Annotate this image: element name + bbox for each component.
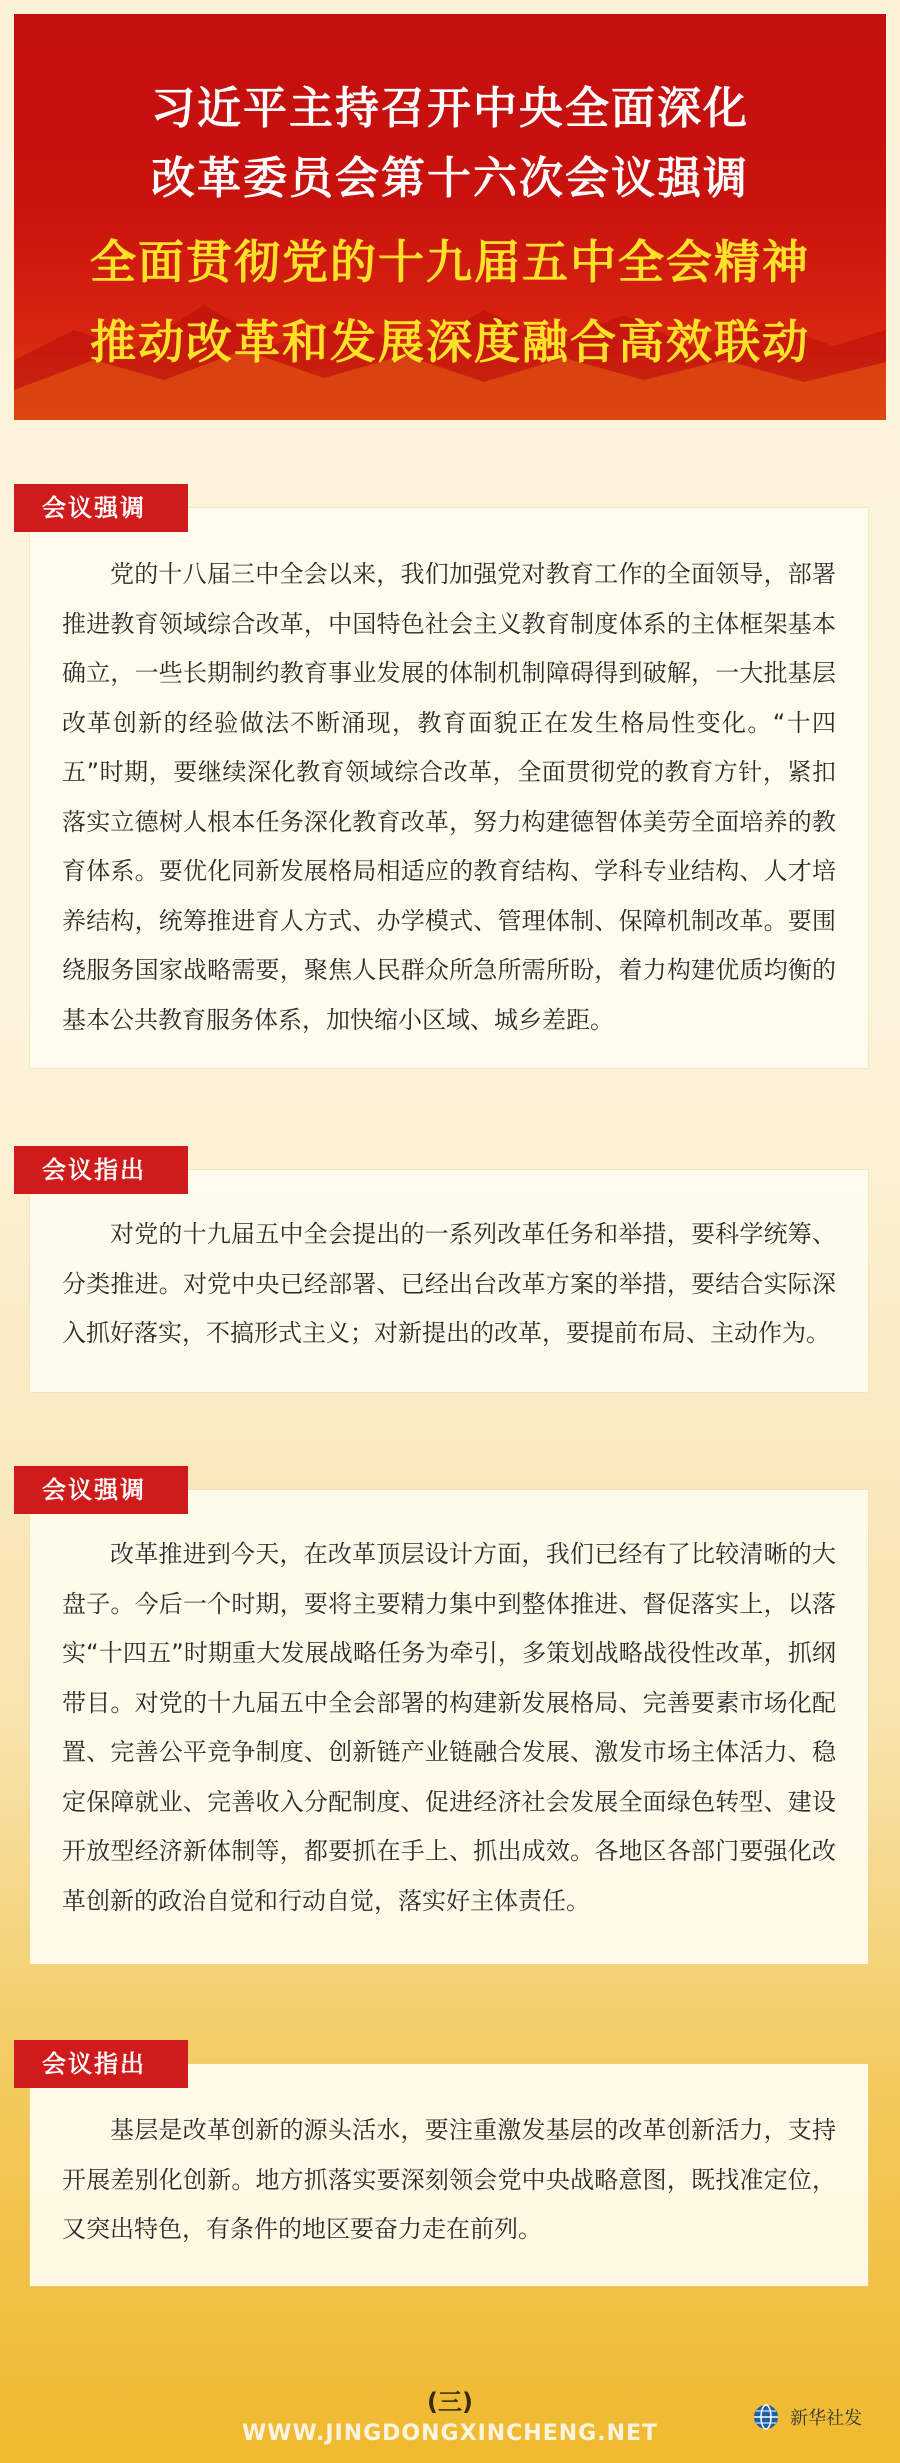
headline-line-3: 全面贯彻党的十九届五中全会精神 (90, 235, 810, 289)
section-4-panel (30, 2064, 868, 2286)
section-1-label: 会议强调 (14, 484, 188, 532)
section-3-label: 会议强调 (14, 1466, 188, 1514)
agency-name: 新华社发 (790, 2408, 862, 2429)
section-4-label: 会议指出 (14, 2040, 188, 2088)
headline-line-4: 推动改革和发展深度融合高效联动 (90, 315, 810, 369)
section-1-text: 党的十八届三中全会以来，我们加强党对教育工作的全面领导，部署推进教育领域综合改革，中国特色社会主义教育制度体系的主体框架基本确立，一些长期制约教育事业发展的体制机制障碍得到破解，一大批基层改革创新的经验做法不断涌现，教育面貌正在发生格局性变化。“十四五”时期，要继续深化教育领域综合改革，全面贯彻党的教育方针，紧扣落实立德树人根本任务深化教育改革，努力构建德智体美劳全面培养的教育体系。要优化同新发展格局相适应的教育结构、学科专业结构、人才培养结构，统筹推进育人方式、办学模式、管理体制、保障机制改革。要围绕服务国家战略需要，聚焦人民群众所急所需所盼，着力构建优质均衡的基本公共教育服务体系，加快缩小区域、城乡差距。 (62, 560, 836, 1034)
page-number: (三) (427, 2388, 473, 2416)
section-4-text: 基层是改革创新的源头活水，要注重激发基层的改革创新活力，支持开展差别化创新。地方抓落实要深刻领会党中央战略意图，既找准定位，又突出特色，有条件的地区要奋力走在前列。 (62, 2116, 836, 2243)
section-1-panel (30, 508, 868, 1068)
section-2-label: 会议指出 (14, 1146, 188, 1194)
section-3-text: 改革推进到今天，在改革顶层设计方面，我们已经有了比较清晰的大盘子。今后一个时期，要将主要精力集中到整体推进、督促落实上，以落实“十四五”时期重大发展战略任务为牵引，多策划战略战役性改革，抓纲带目。对党的十九届五中全会部署的构建新发展格局、完善要素市场化配置、完善公平竞争制度、创新链产业链融合发展、激发市场主体活力、稳定保障就业、完善收入分配制度、促进经济社会发展全面绿色转型、建设开放型经济新体制等，都要抓在手上、抓出成效。各地区各部门要强化改革创新的政治自觉和行动自觉，落实好主体责任。 (62, 1540, 836, 1915)
watermark-text: WWW.JINGDONGXINCHENG.NET (241, 2421, 659, 2446)
section-2-panel (30, 1170, 868, 1392)
title-line-2: 改革委员会第十六次会议强调 (151, 153, 749, 204)
globe-icon (752, 2403, 780, 2431)
header-banner (14, 14, 886, 420)
section-2-text: 对党的十九届五中全会提出的一系列改革任务和举措，要科学统筹、分类推进。对党中央已经部署、已经出台改革方案的举措，要结合实际深入抓好落实，不搞形式主义；对新提出的改革，要提前布局、主动作为。 (62, 1220, 836, 1347)
section-3-panel (30, 1490, 868, 1964)
title-line-1: 习近平主持召开中央全面深化 (151, 83, 749, 134)
agency-credit (752, 2402, 862, 2432)
